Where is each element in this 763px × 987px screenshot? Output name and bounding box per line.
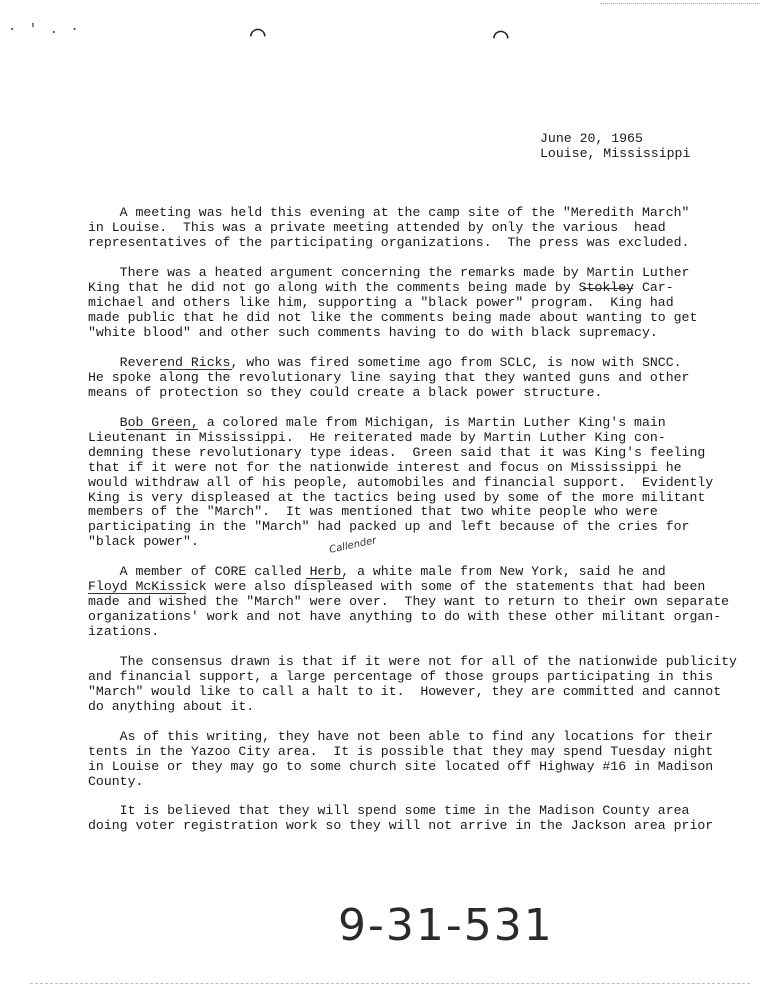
underline-mckissick bbox=[88, 593, 186, 594]
top-edge-rule bbox=[600, 3, 760, 4]
handwritten-file-number: 9-31-531 bbox=[338, 900, 554, 951]
document-place: Louise, Mississippi bbox=[540, 146, 691, 161]
dateline bbox=[540, 131, 690, 161]
hole-punch-mark-right: ⌒ bbox=[493, 22, 509, 52]
paragraph-green: Bob Green, a colored male from Michigan, is Martin Luther King's main Lieutenant in Mississippi. He reiterated made by Martin Luther King con- demning these revolutionary type ideas. Green said that it was King's feeling that if it were not for the nationwide interest and focus on Mississippi he would withdraw all of his people, automobiles and financial support. Evidently King is very displeased at the tactics being used by some of the more militant members of the "March". It was mentioned that two white people who were participating in the "March" had packed up and left because of the cries for "black power". bbox=[88, 415, 714, 550]
paragraph-ricks: Reverend Ricks, who was fired sometime ago from SCLC, is now with SNCC. He spoke along the revolutionary line saying that they wanted guns and other means of protection so they could create a black power structure. bbox=[88, 355, 690, 400]
underline-stokley bbox=[583, 288, 633, 289]
document-date: June 20, 1965 bbox=[540, 131, 643, 146]
hole-punch-mark-left: ⌒ bbox=[250, 20, 266, 50]
paragraph-core-member: A member of CORE called Herb, a white male from New York, said he and Floyd McKissick were also displeased with some of the statements that had been made and wished the "March" were over. They want to return to their own separate organizations' work and not have anything to do with these other militant organ- izations. bbox=[88, 564, 730, 639]
paragraph-meeting: A meeting was held this evening at the camp site of the "Meredith March" in Louise. This was a private meeting attended by only the various head representatives of the participating organizations. The press was excluded. bbox=[88, 205, 690, 250]
underline-ricks bbox=[160, 369, 232, 370]
handwritten-name-annotation: Callender bbox=[328, 535, 378, 556]
underline-green bbox=[126, 429, 198, 430]
paragraph-locations: As of this writing, they have not been able to find any locations for their tents in the Yazoo City area. It is possible that they may spend Tuesday night in Louise or they may go to some church site located off Highway #16 in Madison County. bbox=[88, 729, 714, 789]
paragraph-voter-registration: It is believed that they will spend some time in the Madison County area doing voter registration work so they will not arrive in the Jackson area prior bbox=[88, 803, 714, 833]
paragraph-argument: There was a heated argument concerning the remarks made by Martin Luther King that he did not go along with the comments being made by Stokley Car- michael and others like him, supporting a "black power" program. King had made public that he did not like the comments being made about wanting to get "white blood" and other such comments having to do with black supremacy. bbox=[88, 265, 698, 340]
underline-herb bbox=[306, 578, 344, 579]
scan-speck-marks: · ' . · bbox=[8, 22, 81, 38]
paragraph-consensus: The consensus drawn is that if it were not for all of the nationwide publicity and financial support, a large percentage of those groups participating in this "March" would like to call a halt to it. However, they are committed and cannot do anything about it. bbox=[88, 654, 737, 714]
bottom-edge-rule bbox=[30, 983, 750, 984]
